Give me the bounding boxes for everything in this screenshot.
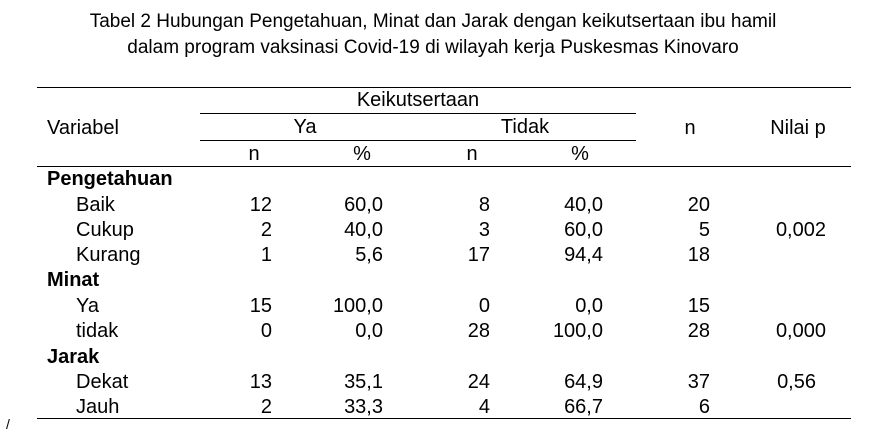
cell-tidak-pct: 100,0 xyxy=(552,320,603,342)
cell-ya-n: 12 xyxy=(249,194,272,216)
cell-p-value-minat: 0,000 xyxy=(775,320,826,342)
cell-tidak-pct: 60,0 xyxy=(564,219,603,241)
header-variabel: Variabel xyxy=(47,117,119,139)
cell-tidak-n: 28 xyxy=(467,320,490,342)
cell-ya-n: 2 xyxy=(260,396,272,418)
section-title-minat: Minat xyxy=(47,269,100,291)
header-ya: Ya xyxy=(293,116,317,138)
cell-n: 20 xyxy=(687,194,710,216)
subheader-tidak-n: n xyxy=(466,143,478,165)
cell-tidak-n: 8 xyxy=(478,194,490,216)
row-label: Kurang xyxy=(76,244,141,266)
subheader-rule xyxy=(200,140,636,141)
cell-n: 28 xyxy=(687,320,710,342)
cell-ya-pct: 0,0 xyxy=(355,320,383,342)
cell-n: 18 xyxy=(687,244,710,266)
cell-tidak-pct: 40,0 xyxy=(564,194,603,216)
subheader-ya-n: n xyxy=(248,143,260,165)
row-label: Dekat xyxy=(76,371,129,393)
header-keikutsertaan: Keikutsertaan xyxy=(356,89,480,111)
cell-tidak-n: 0 xyxy=(478,295,490,317)
cell-tidak-pct: 94,4 xyxy=(564,244,603,266)
cell-tidak-n: 3 xyxy=(478,219,490,241)
cell-ya-n: 2 xyxy=(260,219,272,241)
row-label: Baik xyxy=(76,194,115,216)
stray-mark: / xyxy=(6,416,10,432)
cell-p-value-pengetahuan: 0,002 xyxy=(775,219,826,241)
row-label: Cukup xyxy=(76,219,134,241)
cell-ya-pct: 5,6 xyxy=(355,244,383,266)
section-title-jarak: Jarak xyxy=(47,346,100,368)
cell-ya-pct: 100,0 xyxy=(332,295,383,317)
cell-tidak-pct: 0,0 xyxy=(575,295,603,317)
cell-tidak-pct: 64,9 xyxy=(564,371,603,393)
row-label: Ya xyxy=(76,295,99,317)
cell-ya-pct: 40,0 xyxy=(344,219,383,241)
caption-line-1: Tabel 2 Hubungan Pengetahuan, Minat dan Jarak dengan keikutsertaan ibu hamil xyxy=(89,11,777,32)
cell-ya-pct: 33,3 xyxy=(344,396,383,418)
header-n-total: n xyxy=(684,117,696,139)
caption-line-2: dalam program vaksinasi Covid-19 di wilayah kerja Puskesmas Kinovaro xyxy=(127,37,739,58)
cell-ya-n: 15 xyxy=(249,295,272,317)
cell-n: 5 xyxy=(698,219,710,241)
cell-tidak-n: 4 xyxy=(478,396,490,418)
header-tidak: Tidak xyxy=(500,116,550,138)
subheader-tidak-pct: % xyxy=(571,143,589,165)
cell-ya-n: 13 xyxy=(249,371,272,393)
row-label: tidak xyxy=(76,320,119,342)
cell-n: 6 xyxy=(698,396,710,418)
cell-tidak-n: 17 xyxy=(467,244,490,266)
cell-ya-n: 1 xyxy=(260,244,272,266)
cell-ya-pct: 60,0 xyxy=(344,194,383,216)
cell-ya-n: 0 xyxy=(260,320,272,342)
cell-ya-pct: 35,1 xyxy=(344,371,383,393)
table-caption xyxy=(0,9,866,61)
cell-tidak-pct: 66,7 xyxy=(564,396,603,418)
section-title-pengetahuan: Pengetahuan xyxy=(47,168,173,190)
cell-n: 37 xyxy=(687,371,710,393)
subheader-ya-pct: % xyxy=(353,143,371,165)
group-header-rule xyxy=(200,113,636,114)
cell-tidak-n: 24 xyxy=(467,371,490,393)
cell-p-value-jarak: 0,56 xyxy=(777,371,816,393)
row-label: Jauh xyxy=(76,396,120,418)
header-nilai-p: Nilai p xyxy=(770,117,826,139)
cell-n: 15 xyxy=(687,295,710,317)
